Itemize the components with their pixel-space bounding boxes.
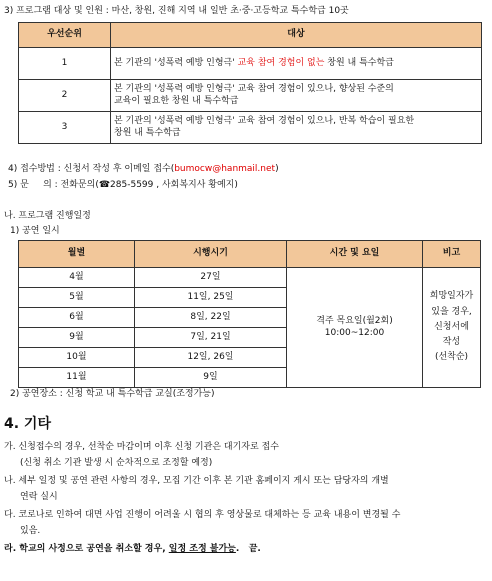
application-method <box>8 164 279 175</box>
note-text: 희망일자가 <box>429 291 474 302</box>
dates-cell: 27일 <box>135 268 287 288</box>
etc-item-na: 나. 세부 일정 및 공연 관련 사항의 경우, 모집 기간 이후 본 기관 홈페이지 게시 또는 담당자의 개별 <box>4 476 389 486</box>
inquiry-info: 5) 문 의 : 전화문의(☎285-5599 , 사회복지사 황예지) <box>8 180 238 190</box>
priority-target <box>111 48 482 80</box>
section3-heading: 3) 프로그램 대상 및 인원 : 마산, 창원, 진해 지역 내 일반 초·중·고등학교 특수학급 10곳 <box>4 6 349 16</box>
month-cell: 6월 <box>19 308 135 328</box>
etc-item-ra <box>4 544 261 555</box>
method-text: 4) 접수방법 : 신청서 작성 후 이메일 접수( <box>8 164 175 174</box>
performance-dates-heading: 1) 공연 일시 <box>10 226 60 236</box>
ra-text: 라. 학교의 사정으로 공연을 취소할 경우, <box>4 544 169 554</box>
target-text: 창원 내 특수학급 <box>324 57 394 68</box>
etc-item-na-cont: 연락 실시 <box>20 492 58 502</box>
time-text: 10:00~12:00 <box>324 327 385 338</box>
month-cell: 10월 <box>19 348 135 368</box>
table-row <box>19 268 481 288</box>
month-cell: 9월 <box>19 328 135 348</box>
schedule-table <box>18 240 481 388</box>
note-text: (선착순) <box>434 352 469 363</box>
target-text: 본 기관의 '성폭력 예방 인형극' 교육 참여 경험이 있으나, 반복 학습이 필요한 <box>114 116 415 127</box>
column-header: 비고 <box>423 241 481 268</box>
priority-rank: 3 <box>19 112 111 144</box>
dates-cell: 9일 <box>135 368 287 388</box>
note-text: 신청서에 <box>434 321 469 332</box>
priority-target <box>111 112 482 144</box>
priority-table <box>18 22 482 144</box>
etc-item-ga: 가. 신청접수의 경우, 선착순 마감이며 이후 신청 기관은 대기자로 접수 <box>4 442 279 452</box>
priority-target <box>111 80 482 112</box>
target-text: 창원 내 특수학급 <box>114 127 181 138</box>
table-row <box>19 112 482 144</box>
table-header-row <box>19 23 482 48</box>
time-text: 격주 목요일(월2회) <box>316 316 393 327</box>
etc-item-da: 다. 코로나로 인하여 대면 사업 진행이 어려울 시 협의 후 영상물로 대체하는 등 교육 내용이 변경될 수 <box>4 510 401 520</box>
dates-cell: 7일, 21일 <box>135 328 287 348</box>
month-cell: 4월 <box>19 268 135 288</box>
priority-rank: 2 <box>19 80 111 112</box>
etc-item-ga-note: (신청 취소 기관 발생 시 순차적으로 조정할 예정) <box>20 458 213 468</box>
schedule-heading: 나. 프로그램 진행일정 <box>4 211 91 221</box>
priority-rank: 1 <box>19 48 111 80</box>
table-row <box>19 48 482 80</box>
highlight-text: 교육 참여 경험이 없는 <box>237 57 325 68</box>
column-header: 월별 <box>19 241 135 268</box>
month-cell: 5월 <box>19 288 135 308</box>
etc-item-da-cont: 있음. <box>20 526 41 536</box>
method-text: ) <box>275 164 279 174</box>
target-text: 본 기관의 '성폭력 예방 인형극' 교육 참여 경험이 있으나, 향상된 수준의 <box>114 84 394 95</box>
dates-cell: 12일, 26일 <box>135 348 287 368</box>
target-text: 본 기관의 '성폭력 예방 인형극' <box>114 57 238 68</box>
column-header: 대상 <box>111 23 482 48</box>
note-cell <box>423 268 481 388</box>
target-text: 교육이 필요한 창원 내 특수학급 <box>114 95 239 106</box>
month-cell: 11월 <box>19 368 135 388</box>
email-address: bumocw@hanmail.net <box>174 164 276 174</box>
dates-cell: 11일, 25일 <box>135 288 287 308</box>
section4-title: 4. 기타 <box>4 416 51 432</box>
venue-info: 2) 공연장소 : 신청 학교 내 특수학급 교실(조정가능) <box>10 389 215 399</box>
table-header-row <box>19 241 481 268</box>
column-header: 우선순위 <box>19 23 111 48</box>
table-row <box>19 80 482 112</box>
column-header: 시간 및 요일 <box>287 241 423 268</box>
column-header: 시행시기 <box>135 241 287 268</box>
time-cell <box>287 268 423 388</box>
note-text: 있을 경우, <box>431 306 472 317</box>
note-text: 작성 <box>442 337 461 348</box>
ra-text: . 끝. <box>235 544 261 554</box>
dates-cell: 8일, 22일 <box>135 308 287 328</box>
ra-underlined-text: 일정 조정 불가능 <box>168 544 236 554</box>
